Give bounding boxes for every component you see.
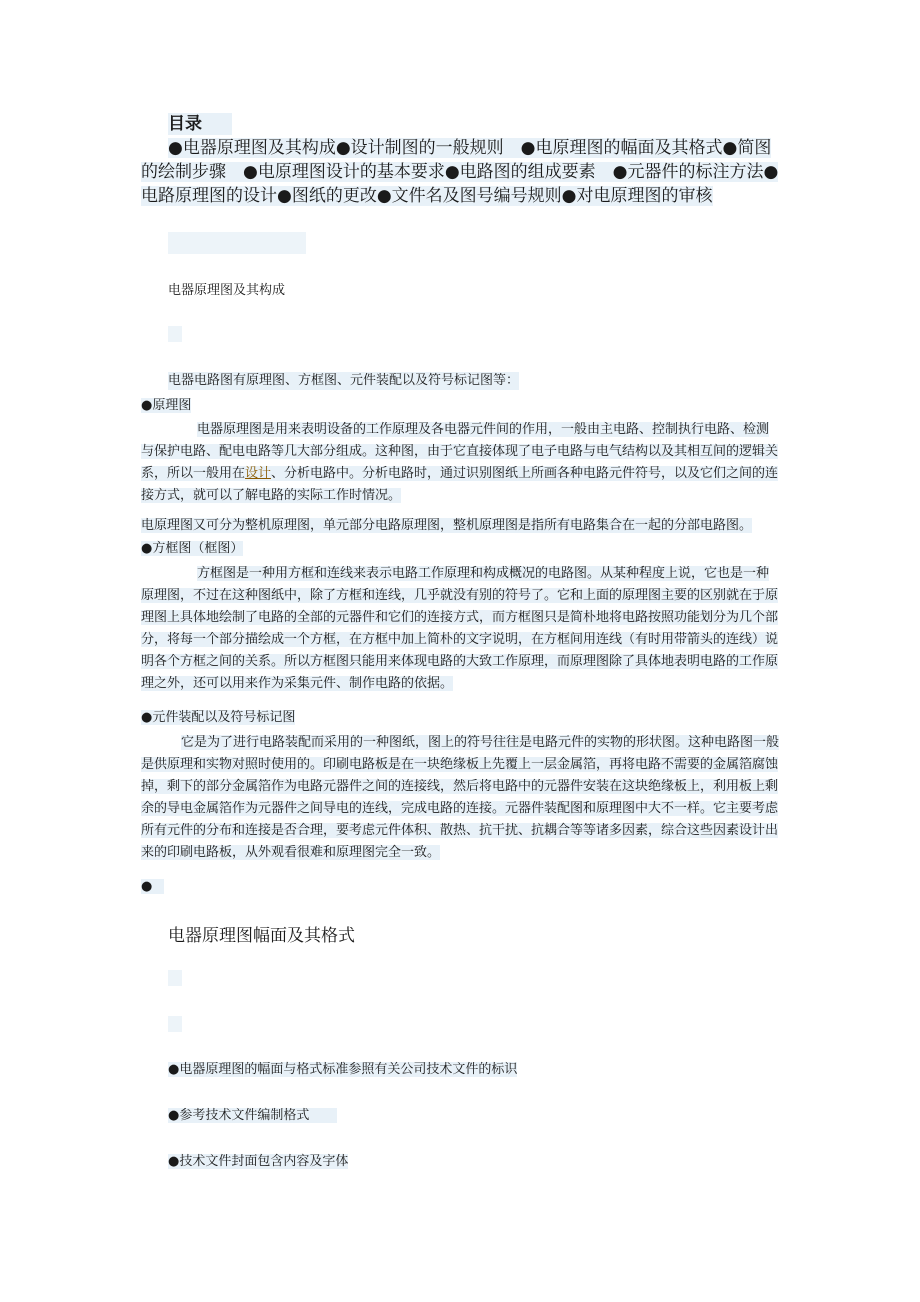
assembly-heading: ●元件装配以及符号标记图 <box>141 710 296 725</box>
design-link[interactable]: 设计 <box>245 466 272 481</box>
blank-line <box>168 232 306 254</box>
block-diagram-paragraph: 方框图是一种用方框和连线来表示电路工作原理和构成概况的电路图。从某种程度上说，它也是一种原理图，不过在这种图纸中，除了方框和连线，几乎就没有别的符号了。它和上面的原理图主要的区别就在于原理图上具体地绘制了电路的全部的元器件和它们的连接方式，而方框图只是简朴地将电路按照功能划分为几个部分，将每一个部分描绘成一个方框，在方框中加上简朴的文字说明，在方框间用连线（有时用带箭头的连线）说明各个方框之间的关系。所以方框图只能用来体现电路的大致工作原理，而原理图除了具体地表明电路的工作原理之外，还可以用来作为采集元件、制作电路的依据。 <box>141 566 779 691</box>
blank-line <box>168 970 182 986</box>
format-item: ●电器原理图的幅面与格式标准参照有关公司技术文件的标识 <box>168 1062 518 1077</box>
format-item: ●技术文件封面包含内容及字体 <box>168 1154 349 1169</box>
schematic-heading: ●原理图 <box>141 398 192 413</box>
blank-line <box>168 1016 182 1032</box>
schematic-note: 电原理图又可分为整机原理图，单元部分电路原理图，整机原理图是指所有电路集合在一起的分部电路图。 <box>141 518 753 533</box>
toc-items <box>141 136 781 208</box>
format-item: ●参考技术文件编制格式 <box>168 1107 337 1125</box>
toc-items-text: ●电器原理图及其构成●设计制图的一般规则 ●电原理图的幅面及其格式●简图的绘制步骤 ●电原理图设计的基本要求●电路图的组成要素 ●元器件的标注方法●电路原理图的设计●图纸的更改●文件名及图号编号规则●对电原理图的审核 <box>141 138 779 206</box>
section-intro: 电器电路图有原理图、方框图、元件装配以及符号标记图等： <box>168 373 520 388</box>
section-title-composition: 电器原理图及其构成 <box>168 283 286 298</box>
block-diagram-heading: ●方框图（框图） <box>141 541 244 556</box>
empty-bullet: ● <box>141 878 164 896</box>
section-title-format: 电器原理图幅面及其格式 <box>168 926 355 946</box>
assembly-paragraph: 它是为了进行电路装配而采用的一种图纸，图上的符号往往是电路元件的实物的形状图。这种电路图一般是供原理和实物对照时使用的。印刷电路板是在一块绝缘板上先覆上一层金属箔，再将电路不需要的金属箔腐蚀掉，剩下的部分金属箔作为电路元器件之间的连接线，然后将电路中的元器件安装在这块绝缘板上，利用板上剩余的导电金属箔作为元器件之间导电的连线，完成电路的连接。元器件装配图和原理图中大不一样。它主要考虑所有元件的分布和连接是否合理，要考虑元件体积、散热、抗干扰、抗耦合等等诸多因素，综合这些因素设计出来的印刷电路板，从外观看很难和原理图完全一致。 <box>141 735 780 860</box>
schematic-paragraph: 电器原理图是用来表明设备的工作原理及各电器元件间的作用，一般由主电路、控制执行电路、检测与保护电路、配电电路等几大部分组成。这种图，由于它直接体现了电子电路与电气结构以及其相互间的逻辑关系，所以一般用在设计、分析电路中。分析电路时，通过识别图纸上所画各种电路元件符号，以及它们之间的连接方式，就可以了解电路的实际工作时情况。 <box>141 422 779 503</box>
toc-title: 目录 <box>168 113 232 135</box>
blank-line <box>168 326 182 342</box>
